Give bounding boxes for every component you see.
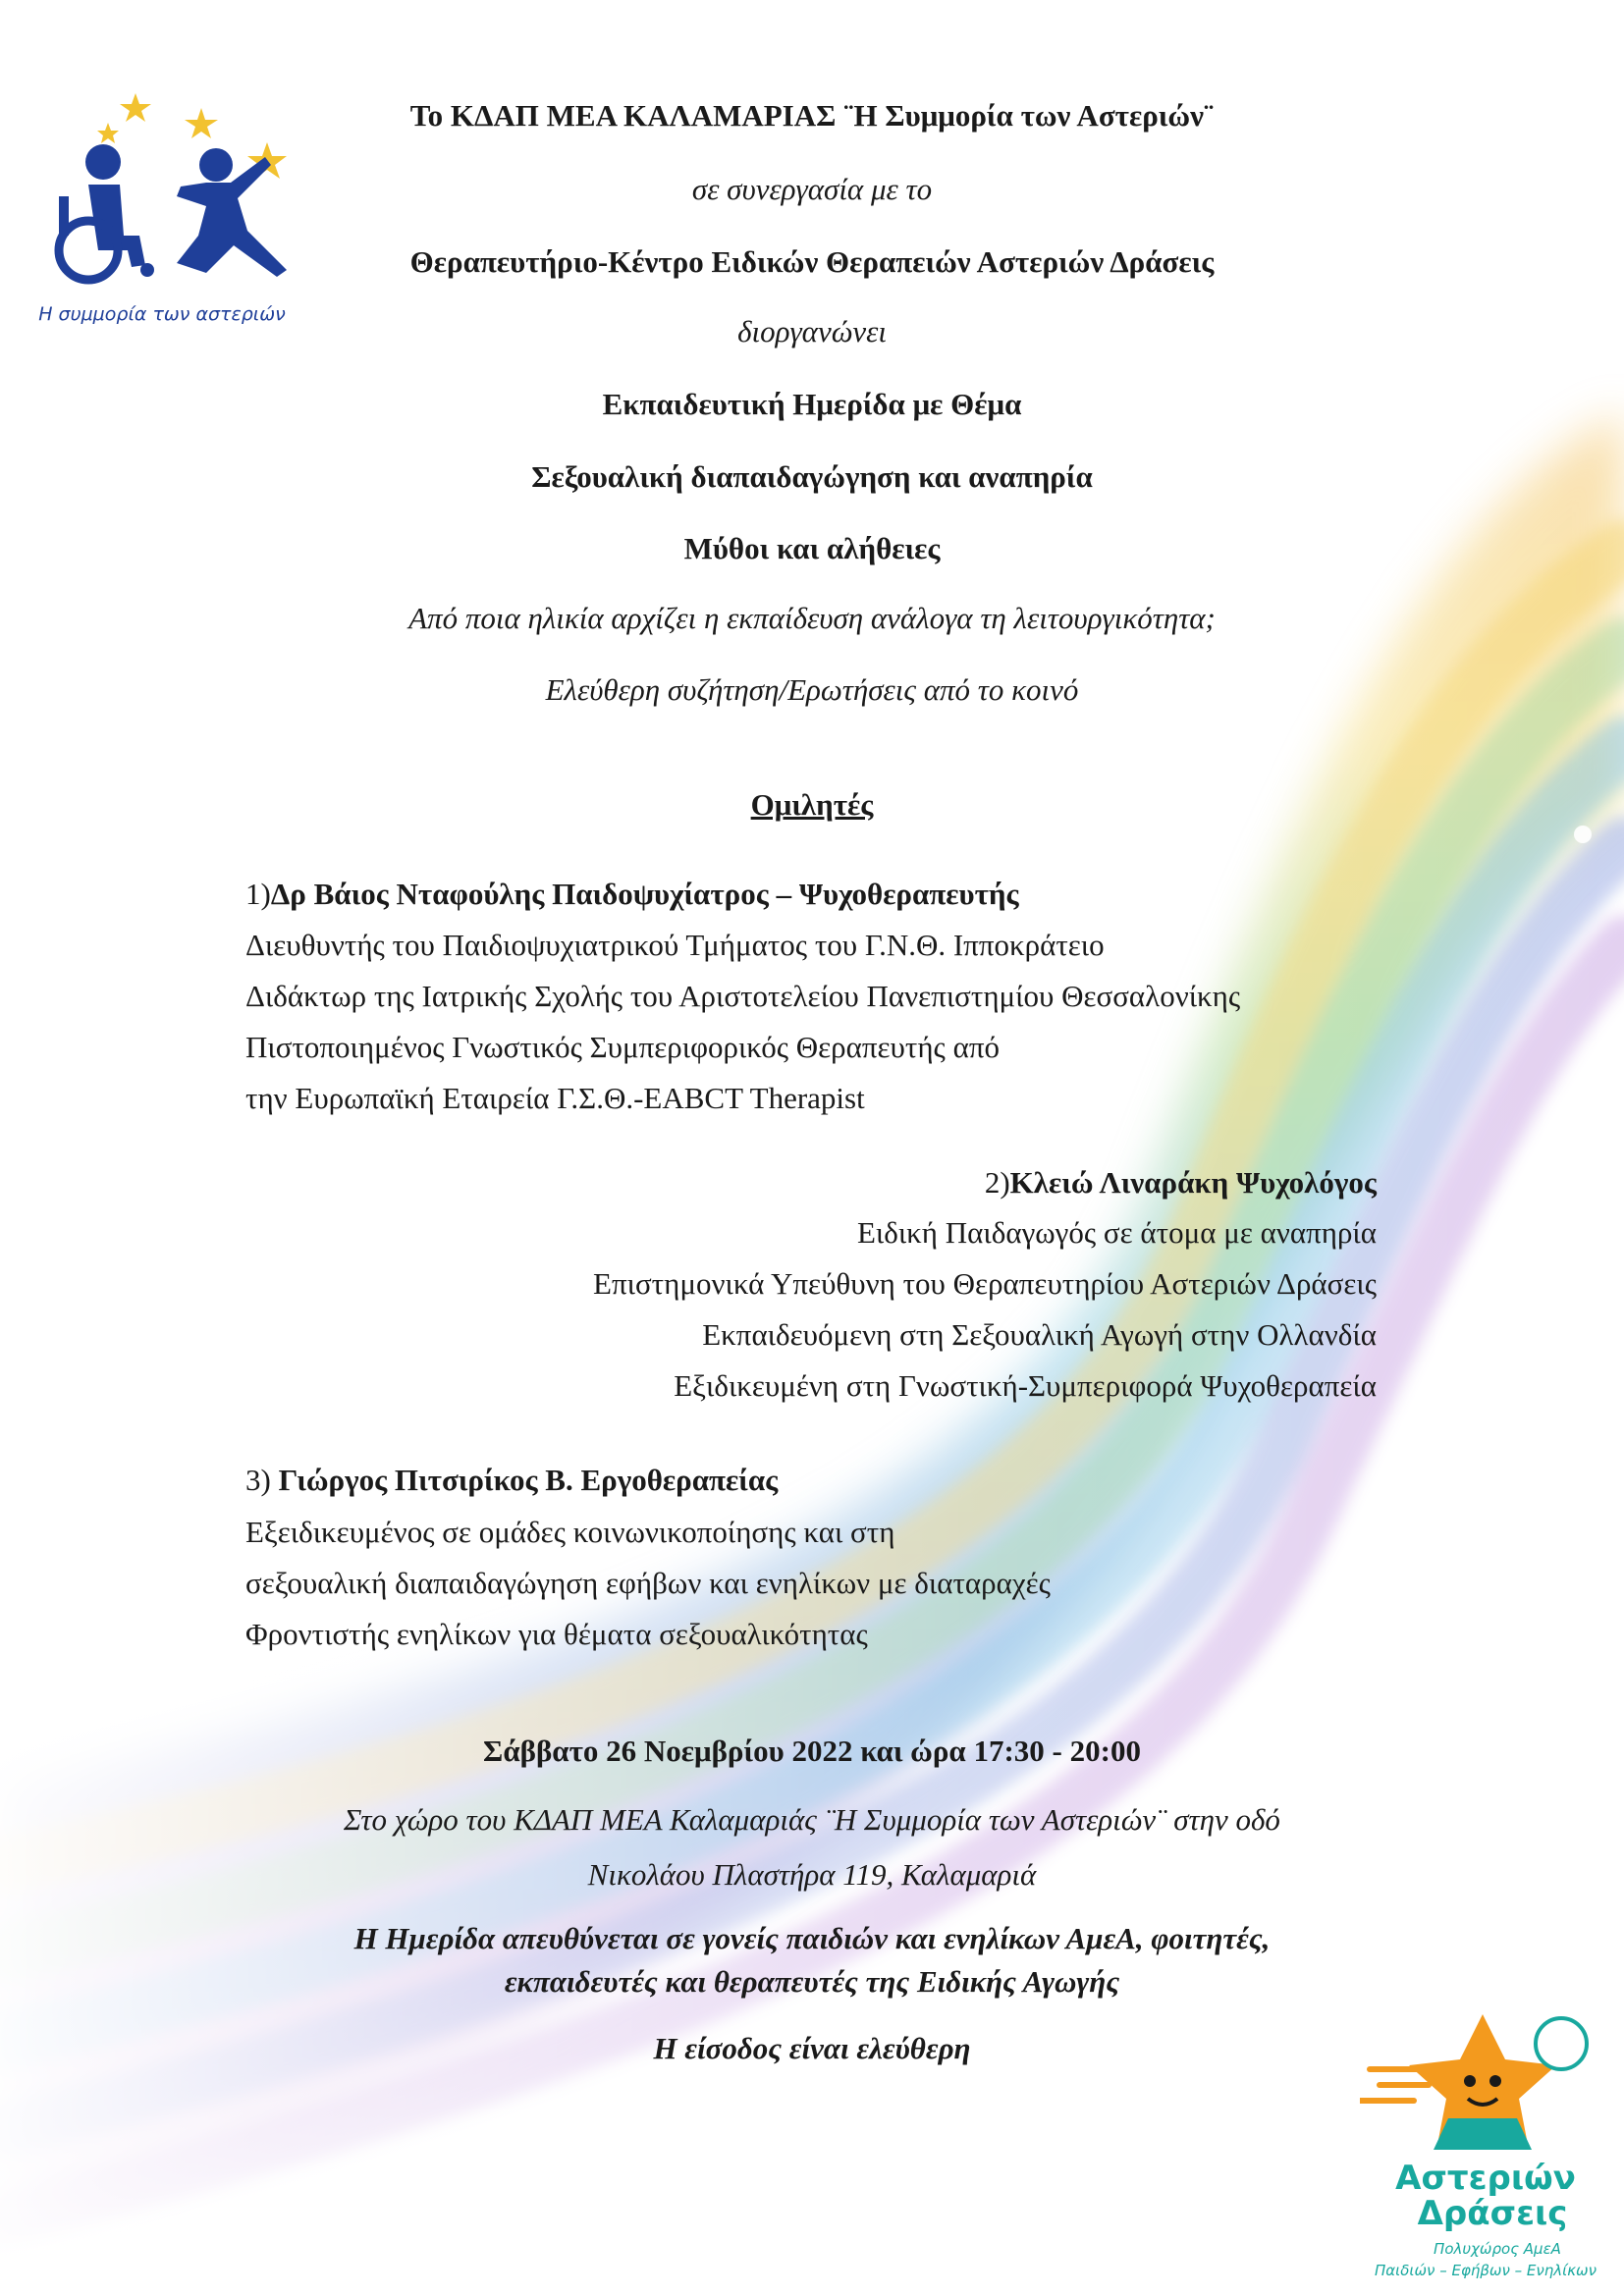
- event-datetime: Σάββατο 26 Νοεμβρίου 2022 και ώρα 17:30 - 20:00: [483, 1734, 1141, 1768]
- speaker-3-name: Γιώργος Πιτσιρίκος Β. Εργοθεραπείας: [278, 1463, 779, 1497]
- topic-subtitle: Μύθοι και αλήθειες: [683, 531, 941, 565]
- speaker-3-detail: Φροντιστής ενηλίκων για θέματα σεξουαλικότητας: [245, 1617, 868, 1651]
- logo-right-title-2: Δράσεις: [1417, 2194, 1568, 2233]
- logo-right: [1360, 2002, 1605, 2287]
- event-venue: Στο χώρο του ΚΔΑΠ ΜΕΑ Καλαμαριάς ¨Η Συμμορία των Αστεριών¨ στην οδό: [344, 1802, 1280, 1837]
- speaker-2-heading: [985, 1164, 1377, 1201]
- speaker-1-number: 1): [245, 877, 271, 911]
- speaker-1-detail: Διδάκτωρ της Ιατρικής Σχολής του Αριστοτελείου Πανεπιστημίου Θεσσαλονίκης: [245, 979, 1241, 1013]
- discussion-line: Ελεύθερη συζήτηση/Ερωτήσεις από το κοινό: [545, 672, 1079, 707]
- speaker-1-heading: [245, 876, 1019, 913]
- topic-title: Σεξουαλική διαπαιδαγώγηση και αναπηρία: [531, 459, 1093, 494]
- speakers-heading: Ομιλητές: [750, 787, 874, 822]
- speaker-3-detail: Εξειδικευμένος σε ομάδες κοινωνικοποίησης και στη: [245, 1515, 895, 1549]
- speaker-3-heading: [245, 1462, 778, 1499]
- speaker-2-detail: Ειδική Παιδαγωγός σε άτομα με αναπηρία: [856, 1215, 1377, 1250]
- logo-right-subtitle-2: Παιδιών – Εφήβων – Ενηλίκων: [1375, 2262, 1597, 2279]
- logo-left-caption: Η συμμορία των αστεριών: [38, 303, 286, 325]
- event-audience: Η Ημερίδα απευθύνεται σε γονείς παιδιών και ενηλίκων ΑμεΑ, φοιτητές,: [353, 1921, 1271, 1955]
- speaker-2-name: Κλειώ Λιναράκη Ψυχολόγος: [1009, 1165, 1377, 1200]
- logo-right-subtitle: Πολυχώρος ΑμεΑ: [1434, 2240, 1561, 2258]
- speaker-2-detail: Επιστημονικά Υπεύθυνη του Θεραπευτηρίου Αστεριών Δράσεις: [593, 1266, 1377, 1301]
- speaker-3-number: 3): [245, 1463, 279, 1497]
- collaboration-line: σε συνεργασία με το: [691, 172, 933, 206]
- partner-name: Θεραπευτήριο-Κέντρο Ειδικών Θεραπειών Αστεριών Δράσεις: [409, 244, 1215, 279]
- organizes-line: διοργανώνει: [737, 314, 887, 348]
- event-address: Νικολάου Πλαστήρα 119, Καλαμαριά: [587, 1857, 1037, 1892]
- topic-question: Από ποια ηλικία αρχίζει η εκπαίδευση ανάλογα τη λειτουργικότητα;: [408, 601, 1216, 635]
- speaker-2-detail: Εξιδικευμένη στη Γνωστική-Συμπεριφορά Ψυχοθεραπεία: [674, 1368, 1377, 1403]
- speaker-1-detail: την Ευρωπαϊκή Εταιρεία Γ.Σ.Θ.-EABCT Therapist: [245, 1081, 865, 1115]
- wheelchair-child-icon: [59, 144, 154, 280]
- event-type: Εκπαιδευτική Ημερίδα με Θέμα: [602, 387, 1022, 421]
- speaker-1-name: Δρ Βάιος Νταφούλης Παιδοψυχίατρος – Ψυχοθεραπευτής: [270, 877, 1019, 911]
- event-audience-2: εκπαιδευτές και θεραπευτές της Ειδικής Αγωγής: [504, 1964, 1120, 1999]
- star-character-mascot-icon: [1409, 2014, 1587, 2150]
- organizer-title: Το ΚΔΑΠ ΜΕΑ ΚΑΛΑΜΑΡΙΑΣ ¨Η Συμμορία των Αστεριών¨: [409, 98, 1215, 133]
- speaker-1-detail: Διευθυντής του Παιδιοψυχιατρικού Τμήματος του Γ.Ν.Θ. Ιπποκράτειο: [245, 928, 1105, 962]
- speed-lines-icon: [1360, 2069, 1429, 2101]
- logo-right-title: Αστεριών: [1395, 2159, 1576, 2198]
- logo-left: [29, 88, 295, 334]
- speaker-2-number: 2): [984, 1165, 1010, 1200]
- speaker-1-detail: Πιστοποιημένος Γνωστικός Συμπεριφορικός Θεραπευτής από: [245, 1030, 1000, 1064]
- speaker-2-detail: Εκπαιδευόμενη στη Σεξουαλική Αγωγή στην Ολλανδία: [702, 1317, 1377, 1352]
- speaker-3-detail: σεξουαλική διαπαιδαγώγηση εφήβων και ενηλίκων με διαταραχές: [245, 1566, 1051, 1600]
- event-entry: Η είσοδος είναι ελεύθερη: [653, 2031, 971, 2065]
